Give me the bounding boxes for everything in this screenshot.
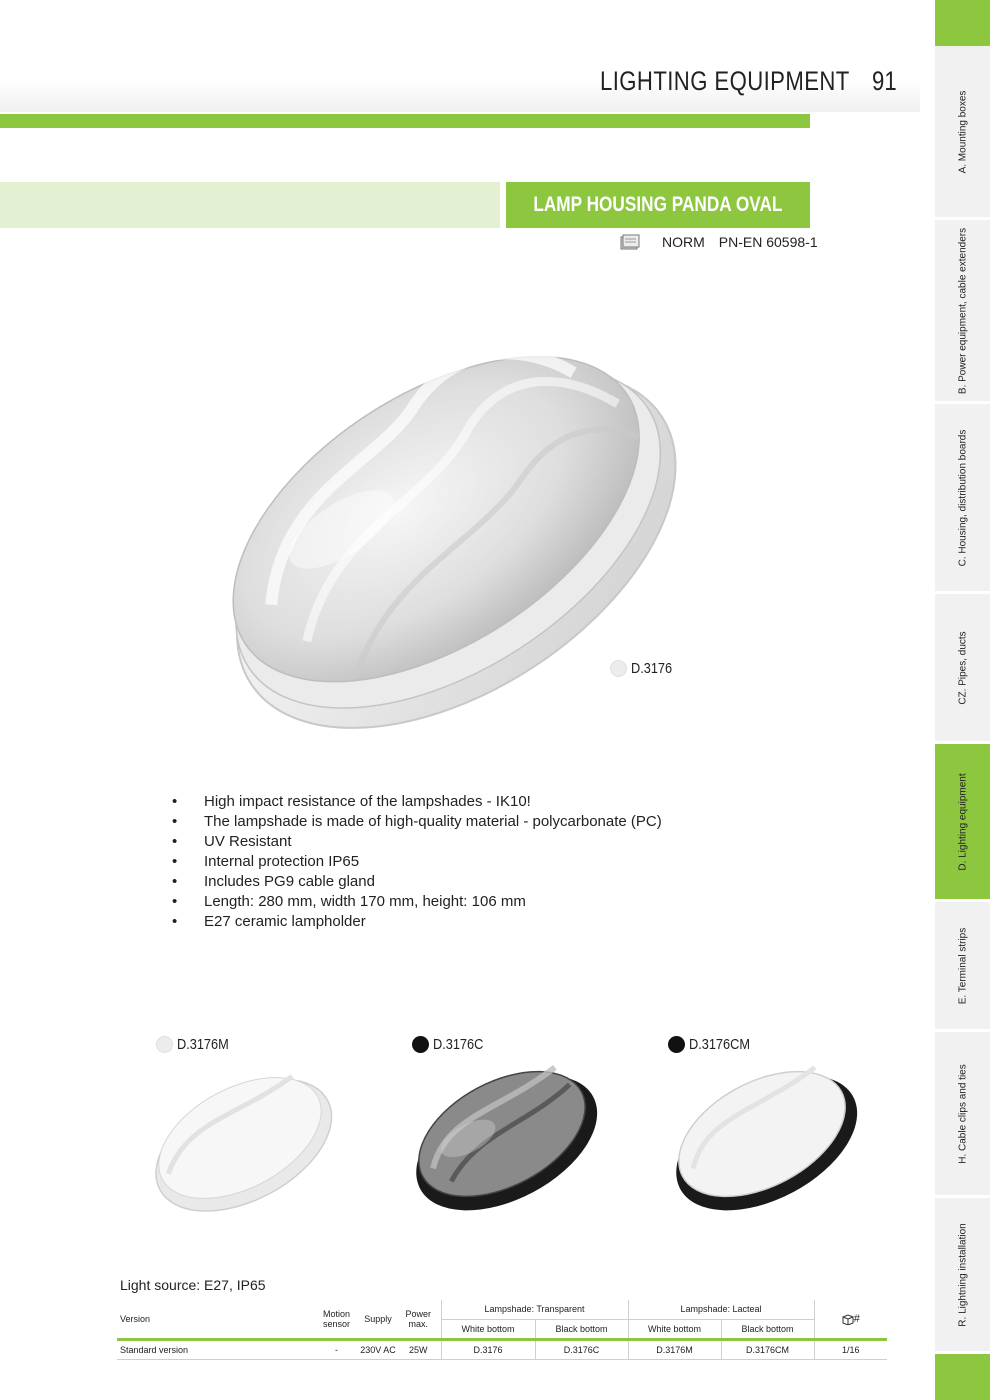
package-icon [842,1314,854,1325]
bullet: • [172,853,178,870]
bullet: • [172,873,178,890]
list-item [172,912,662,932]
sidebar-tab-label: H. Cable clips and ties [957,1063,968,1164]
variant-badge [668,1036,761,1053]
feature-text: Internal protection IP65 [204,853,360,870]
list-item [172,892,662,912]
sidebar-tab-label: R. Lightning installation [957,1222,968,1327]
variant-image-transparent-black [400,1052,605,1217]
list-item [172,852,662,872]
sidebar-tab-label: B. Power equipment, cable extenders [957,227,968,394]
feature-text: UV Resistant [204,833,292,850]
cell-lacteal-white: D.3176M [628,1341,721,1359]
variant-badge [412,1036,492,1053]
page-number: 91 [872,66,897,96]
package-hash: # [853,1312,860,1325]
bullet: • [172,793,178,810]
product-title: LAMP HOUSING PANDA OVAL [506,182,810,228]
col-header-black-bottom: Black bottom [721,1319,814,1338]
black-color-dot [668,1036,685,1053]
sidebar-tab-label: A. Mounting boxes [957,90,968,173]
main-variant-code: D.3176 [631,660,673,677]
list-item [172,872,662,892]
product-title-band [0,182,500,228]
feature-text: High impact resistance of the lampshades - IK10! [204,793,531,810]
list-item [172,812,662,832]
cell-transparent-white: D.3176 [441,1341,535,1359]
sidebar-tab-lightning-installation[interactable] [935,1198,990,1354]
sidebar-tab-housing[interactable] [935,404,990,594]
col-header-power: Power max. [405,1309,431,1329]
sidebar-tab-power-equipment[interactable] [935,220,990,404]
sidebar-top-accent [935,0,990,46]
col-group-lacteal: Lampshade: Lacteal [628,1300,814,1319]
sidebar-tab-cable-clips[interactable] [935,1032,990,1198]
spec-table [117,1300,887,1360]
feature-text: The lampshade is made of high-quality material - polycarbonate (PC) [204,813,662,830]
header-accent-bar [0,114,810,128]
list-item [172,832,662,852]
light-source-text: Light source: E27, IP65 [120,1277,266,1293]
sidebar-bottom-accent [935,1354,990,1400]
white-color-dot [156,1036,173,1053]
cell-supply: 230V AC [360,1341,396,1359]
feature-list [172,792,662,932]
sidebar-tab-mounting-boxes[interactable] [935,46,990,220]
white-color-dot [610,660,627,677]
col-header-package [814,1300,887,1338]
feature-text: Length: 280 mm, width 170 mm, height: 106 mm [204,893,526,910]
list-item [172,792,662,812]
cell-power: 25W [396,1341,441,1359]
cell-version: Standard version [117,1341,313,1359]
norm-document-icon [620,234,640,250]
variant-image-lacteal-white [140,1058,340,1218]
bullet: • [172,913,178,930]
sidebar-tab-lighting-equipment[interactable] [935,744,990,902]
section-title: LIGHTING EQUIPMENT [600,66,850,96]
bullet: • [172,833,178,850]
variant-code: D.3176C [433,1036,484,1053]
variant-code: D.3176CM [689,1036,750,1053]
sidebar-tab-label: E. Terminal strips [957,927,968,1004]
sidebar-tab-terminal-strips[interactable] [935,902,990,1032]
col-header-motion-sensor: Motion sensor [322,1309,350,1329]
sidebar-tab-label: C. Housing, distribution boards [957,429,968,566]
table-row [117,1341,887,1359]
norm-value: PN-EN 60598-1 [718,234,818,250]
variant-image-lacteal-black [660,1052,865,1217]
variant-badge [156,1036,238,1053]
cell-motion-sensor: - [313,1341,360,1359]
sidebar-tab-label: CZ. Pipes, ducts [957,630,968,705]
variant-code: D.3176M [177,1036,229,1053]
col-header-white-bottom: White bottom [628,1319,721,1338]
feature-text: E27 ceramic lampholder [204,913,366,930]
col-header-white-bottom: White bottom [441,1319,535,1338]
main-product-image [185,290,695,760]
col-header-supply: Supply [364,1314,392,1324]
col-header-black-bottom: Black bottom [535,1319,628,1338]
col-header-version: Version [120,1314,151,1324]
black-color-dot [412,1036,429,1053]
cell-lacteal-black: D.3176CM [721,1341,814,1359]
feature-text: Includes PG9 cable gland [204,873,375,890]
col-group-transparent: Lampshade: Transparent [441,1300,628,1319]
bullet: • [172,893,178,910]
sidebar-tab-label: D. Lighting equipment [957,772,968,871]
norm-row [620,233,818,251]
norm-label: NORM [662,234,705,250]
cell-transparent-black: D.3176C [535,1341,628,1359]
cell-package: 1/16 [814,1341,887,1359]
bullet: • [172,813,178,830]
sidebar-tab-pipes-ducts[interactable] [935,594,990,744]
main-variant-badge [610,660,679,677]
